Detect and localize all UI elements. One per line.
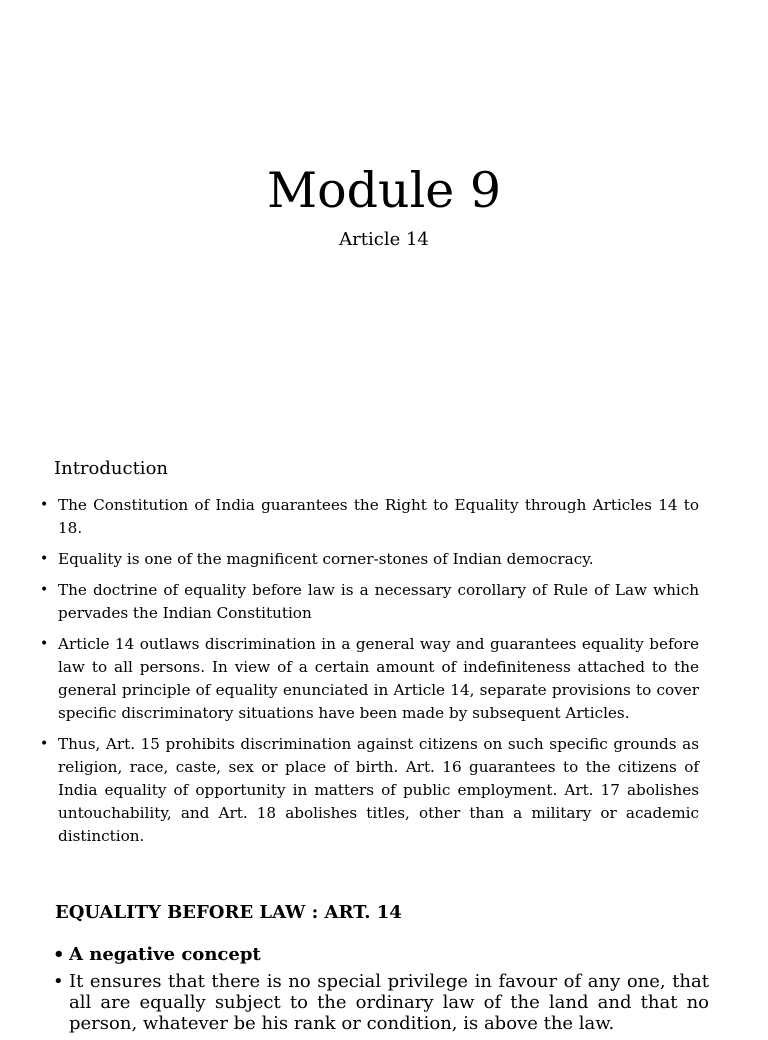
intro-bullet-5: • Thus, Art. 15 prohibits discrimination against citizens on such specific grounds as religion, race, caste, sex or place of birth. Art. 16 guarantees to the citizens of India equality of opportunity in matters of public employment. Art. 17 abolishes untouchability, and Art. 18 abolishes titles, other than a military or academic distinction.	[40, 733, 699, 848]
equality-bullet-2: • It ensures that there is no special privilege in favour of any one, that all are equally subject to the ordinary law of the land and that no person, whatever be his rank or condition, is above the law.	[53, 971, 709, 1034]
intro-bullet-3: • The doctrine of equality before law is a necessary corollary of Rule of Law which pervades the Indian Constitution	[40, 579, 699, 625]
introduction-bullet-list	[40, 494, 699, 856]
module-subtitle: Article 14	[339, 229, 429, 250]
equality-bullet-1: • A negative concept	[53, 944, 709, 965]
intro-bullet-1: • The Constitution of India guarantees the Right to Equality through Articles 14 to 18.	[40, 494, 699, 540]
intro-bullet-4: • Article 14 outlaws discrimination in a general way and guarantees equality before law to all persons. In view of a certain amount of indefiniteness attached to the general principle of equality enunciated in Article 14, separate provisions to cover specific discriminatory situations have been made by subsequent Articles.	[40, 633, 699, 725]
introduction-heading: Introduction	[54, 458, 168, 479]
equality-before-law-heading: EQUALITY BEFORE LAW : ART. 14	[55, 902, 402, 923]
module-title: Module 9	[266, 162, 502, 219]
intro-bullet-2: • Equality is one of the magnificent corner-stones of Indian democracy.	[40, 548, 699, 571]
equality-bullet-list	[53, 944, 709, 1040]
